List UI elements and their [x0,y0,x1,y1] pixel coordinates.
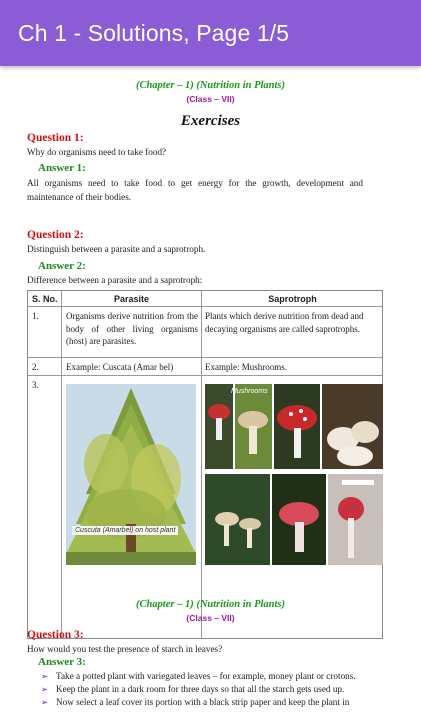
table-row-2-saprotroph: Example: Mushrooms. [205,362,287,372]
comparison-table [27,290,383,639]
table-header-parasite: Parasite [113,294,150,304]
question-2-label: Question 2: [27,229,84,241]
answer-2-label: Answer 2: [38,260,86,272]
table-row-2-sno: 2. [32,362,39,372]
question-1-text: Why do organisms need to take food? [27,147,167,157]
table-row-2-parasite: Example: Cuscata (Amar bel) [66,362,174,372]
answer-1-label: Answer 1: [38,162,86,174]
table-header-sno: S. No. [32,294,58,304]
answer-2-text: Difference between a parasite and a saprotroph: [27,275,203,285]
bullet-icon: ➢ [41,671,49,681]
table-divider [28,357,382,358]
label-strip [342,480,374,485]
table-divider [28,375,382,376]
app-bar [0,0,421,66]
table-row-1-sno: 1. [32,311,39,321]
question-3-text: How would you test the presence of starch in leaves? [27,644,223,654]
question-1-label: Question 1: [27,132,84,144]
answer-3-step-2: Keep the plant in a dark room for three days so that all the starch gets used up. [56,684,345,694]
cuscuta-caption: Cuscuta (Amarbel) on host plant [72,526,178,535]
table-divider [61,291,62,638]
class-heading-2: (Class – VII) [186,613,235,623]
table-header-saprotroph: Saprotroph [268,294,317,304]
answer-3-step-3: Now select a leaf cover its portion with a black strip paper and keep the plant in [56,697,350,707]
question-3-label: Question 3: [27,629,84,641]
table-row-3-sno: 3. [32,380,39,390]
table-divider [28,306,382,307]
bullet-icon: ➢ [41,697,49,707]
question-2-text: Distinguish between a parasite and a saprotroph. [27,244,206,254]
table-row-1-saprotroph: Plants which derive nutrition from dead and decaying organisms are called saprotrophs. [205,311,364,334]
chapter-heading: (Chapter – 1) (Nutrition in Plants) [135,80,286,91]
table-divider [201,291,202,638]
mushroom-illustrations [205,384,383,565]
answer-1-text: All organisms need to take food to get energy for the growth, development and maintenance of their bodies. [27,178,363,202]
class-heading: (Class – VII) [186,94,235,104]
exercises-title: Exercises [180,113,241,129]
page-content[interactable] [0,66,421,720]
cuscuta-photo [66,384,196,565]
tree-illustration [66,384,196,565]
mushroom-photos [205,384,383,565]
answer-3-label: Answer 3: [38,656,86,668]
table-row-1-parasite: Organisms derive nutrition from the body of other living organisms (host) are parasites. [66,311,198,346]
chapter-heading-2: (Chapter – 1) (Nutrition in Plants) [135,599,286,610]
mushroom-caption: Mushrooms [231,388,268,395]
answer-3-step-1: Take a potted plant with variegated leaves – for example, money plant or crotons. [56,671,356,681]
bullet-icon: ➢ [41,684,49,694]
page-title: Ch 1 - Solutions, Page 1/5 [18,19,290,46]
